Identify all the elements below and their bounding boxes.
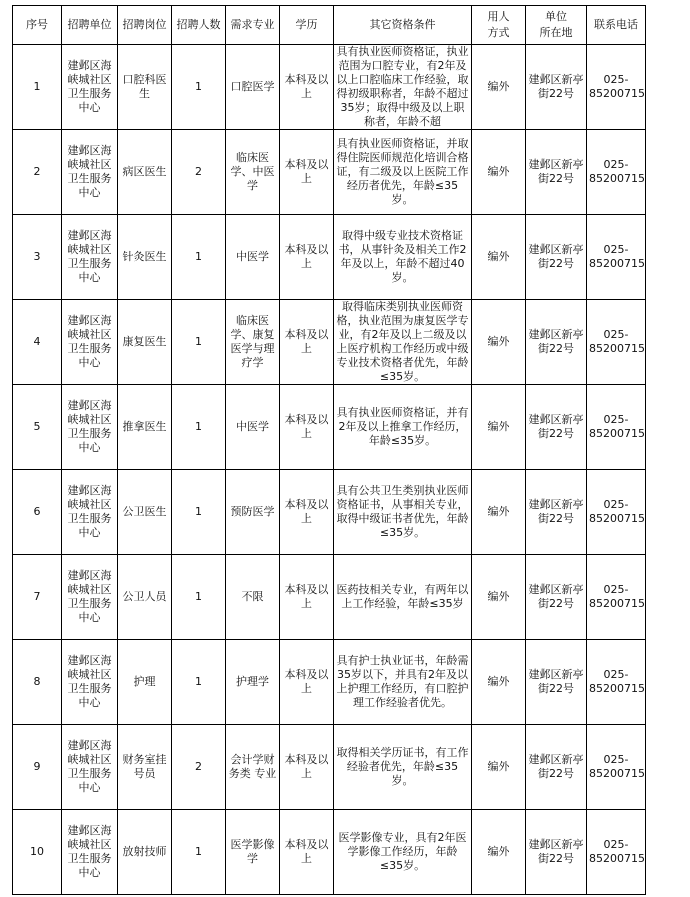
cell-post: 公卫人员 [118,555,172,640]
cell-seq: 4 [13,300,62,385]
table-row [13,725,646,810]
cell-seq: 10 [13,810,62,895]
header-addr [526,6,587,45]
cell-unit: 建邺区海峡城社区卫生服务中心 [62,130,118,215]
cell-post: 口腔科医生 [118,45,172,130]
cell-major: 中医学 [226,215,280,300]
cell-addr: 建邺区新亭街22号 [526,385,587,470]
table-row [13,640,646,725]
header-employ-line2: 方式 [487,26,510,39]
cell-edu: 本科及以上 [280,300,334,385]
cell-phone: 025-85200715 [587,640,646,725]
cell-addr: 建邺区新亭街22号 [526,470,587,555]
table-row [13,810,646,895]
table-row [13,385,646,470]
cell-seq: 8 [13,640,62,725]
cell-edu: 本科及以上 [280,810,334,895]
cell-major: 中医学 [226,385,280,470]
header-employ-line1: 用人 [487,10,510,23]
cell-unit: 建邺区海峡城社区卫生服务中心 [62,640,118,725]
cell-unit: 建邺区海峡城社区卫生服务中心 [62,725,118,810]
recruitment-table [12,5,646,895]
table-row [13,130,646,215]
cell-employ: 编外 [472,555,526,640]
cell-employ: 编外 [472,130,526,215]
cell-seq: 9 [13,725,62,810]
table-row [13,215,646,300]
header-employ [472,6,526,45]
cell-edu: 本科及以上 [280,385,334,470]
cell-phone: 025-85200715 [587,470,646,555]
cell-edu: 本科及以上 [280,45,334,130]
cell-count: 1 [172,300,226,385]
header-addr-line1: 单位 [545,10,567,23]
cell-cond: 医学影像专业，具有2年医学影像工作经历，年龄≤35岁。 [334,810,472,895]
header-seq: 序号 [13,6,62,45]
header-post: 招聘岗位 [118,6,172,45]
table-row [13,470,646,555]
cell-post: 公卫医生 [118,470,172,555]
cell-addr: 建邺区新亭街22号 [526,640,587,725]
cell-seq: 3 [13,215,62,300]
cell-unit: 建邺区海峡城社区卫生服务中心 [62,215,118,300]
cell-cond: 具有护士执业证书，年龄需35岁以下，并具有2年及以上护理工作经历，有口腔护理工作经验者优先。 [334,640,472,725]
cell-post: 康复医生 [118,300,172,385]
cell-major: 不限 [226,555,280,640]
header-row [13,6,646,45]
cell-cond: 医药技相关专业，有两年以上工作经验，年龄≤35岁 [334,555,472,640]
cell-employ: 编外 [472,640,526,725]
table-row [13,555,646,640]
header-edu: 学历 [280,6,334,45]
cell-seq: 1 [13,45,62,130]
cell-count: 1 [172,215,226,300]
cell-unit: 建邺区海峡城社区卫生服务中心 [62,385,118,470]
cell-cond: 具有执业医师资格证，执业范围为口腔专业，有2年及以上口腔临床工作经验，取得初级职称者，年龄不超过35岁；取得中级及以上职称者，年龄不超 [334,45,472,130]
cell-cond: 具有公共卫生类别执业医师资格证书，从事相关专业，取得中级证书者优先，年龄≤35岁。 [334,470,472,555]
cell-seq: 5 [13,385,62,470]
cell-cond: 具有执业医师资格证，并有2年及以上推拿工作经历，年龄≤35岁。 [334,385,472,470]
table-row [13,300,646,385]
cell-unit: 建邺区海峡城社区卫生服务中心 [62,45,118,130]
cell-unit: 建邺区海峡城社区卫生服务中心 [62,555,118,640]
cell-edu: 本科及以上 [280,640,334,725]
cell-seq: 7 [13,555,62,640]
cell-post: 针灸医生 [118,215,172,300]
header-major: 需求专业 [226,6,280,45]
cell-phone: 025-85200715 [587,810,646,895]
cell-phone: 025-85200715 [587,215,646,300]
cell-edu: 本科及以上 [280,215,334,300]
cell-employ: 编外 [472,810,526,895]
cell-employ: 编外 [472,470,526,555]
cell-post: 财务室挂号员 [118,725,172,810]
cell-post: 放射技师 [118,810,172,895]
cell-cond: 取得相关学历证书，有工作经验者优先，年龄≤35岁。 [334,725,472,810]
cell-edu: 本科及以上 [280,470,334,555]
cell-cond: 取得中级专业技术资格证书，从事针灸及相关工作2年及以上，年龄不超过40岁。 [334,215,472,300]
cell-count: 2 [172,725,226,810]
cell-edu: 本科及以上 [280,725,334,810]
cell-seq: 6 [13,470,62,555]
cell-addr: 建邺区新亭街22号 [526,300,587,385]
cell-count: 2 [172,130,226,215]
cell-major: 临床医学、康复医学与理疗学 [226,300,280,385]
cell-post: 病区医生 [118,130,172,215]
header-phone: 联系电话 [587,6,646,45]
header-unit: 招聘单位 [62,6,118,45]
cell-phone: 025-85200715 [587,725,646,810]
cell-addr: 建邺区新亭街22号 [526,130,587,215]
cell-edu: 本科及以上 [280,555,334,640]
cell-addr: 建邺区新亭街22号 [526,215,587,300]
cell-count: 1 [172,470,226,555]
cell-major: 医学影像学 [226,810,280,895]
cell-addr: 建邺区新亭街22号 [526,725,587,810]
cell-major: 口腔医学 [226,45,280,130]
cell-count: 1 [172,45,226,130]
cell-phone: 025-85200715 [587,300,646,385]
cell-post: 护理 [118,640,172,725]
header-cond: 其它资格条件 [334,6,472,45]
cell-addr: 建邺区新亭街22号 [526,555,587,640]
header-addr-line2: 所在地 [539,26,573,39]
cell-phone: 025-85200715 [587,555,646,640]
cell-seq: 2 [13,130,62,215]
cell-unit: 建邺区海峡城社区卫生服务中心 [62,810,118,895]
cell-major: 护理学 [226,640,280,725]
cell-major: 预防医学 [226,470,280,555]
cell-addr: 建邺区新亭街22号 [526,45,587,130]
cell-employ: 编外 [472,215,526,300]
cell-count: 1 [172,385,226,470]
cell-phone: 025-85200715 [587,130,646,215]
cell-post: 推拿医生 [118,385,172,470]
cell-phone: 025-85200715 [587,45,646,130]
cell-cond: 具有执业医师资格证，并取得住院医师规范化培训合格证，有二级及以上医院工作经历者优先，年龄≤35岁。 [334,130,472,215]
table-row [13,45,646,130]
cell-unit: 建邺区海峡城社区卫生服务中心 [62,470,118,555]
cell-phone: 025-85200715 [587,385,646,470]
cell-count: 1 [172,640,226,725]
header-count: 招聘人数 [172,6,226,45]
cell-employ: 编外 [472,45,526,130]
cell-addr: 建邺区新亭街22号 [526,810,587,895]
cell-count: 1 [172,810,226,895]
cell-edu: 本科及以上 [280,130,334,215]
cell-employ: 编外 [472,300,526,385]
cell-major: 临床医学、中医学 [226,130,280,215]
cell-employ: 编外 [472,725,526,810]
cell-employ: 编外 [472,385,526,470]
cell-count: 1 [172,555,226,640]
cell-unit: 建邺区海峡城社区卫生服务中心 [62,300,118,385]
cell-cond: 取得临床类别执业医师资格，执业范围为康复医学专业，有2年及以上二级及以上医疗机构工作经历或中级专业技术资格者优先，年龄≤35岁。 [334,300,472,385]
cell-major: 会计学财务类 专业 [226,725,280,810]
